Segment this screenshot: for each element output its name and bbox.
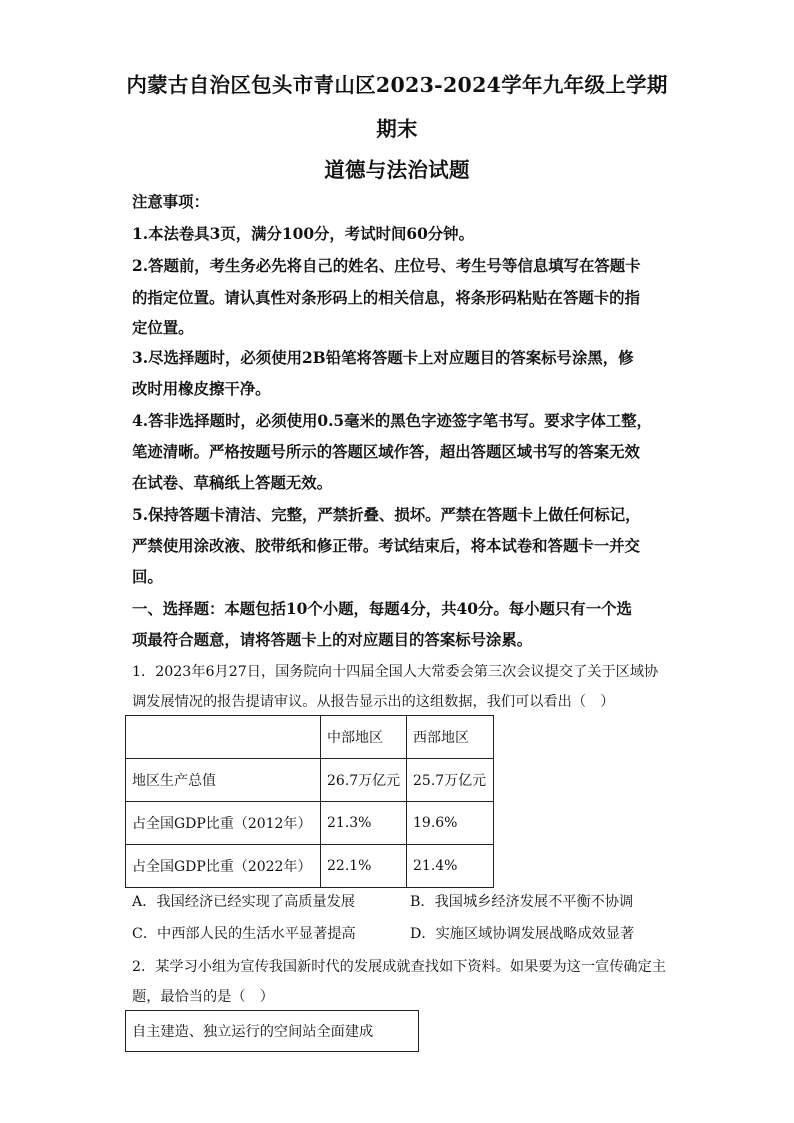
question-2-stem-line: 2．某学习小组为宣传我国新时代的发展成就查找如下资料。如果要为这一宣传确定主 (132, 959, 666, 975)
table-header-cell: 中部地区 (321, 716, 407, 759)
table-cell: 26.7万亿元 (321, 759, 407, 802)
question-2-stem-line: 题，最恰当的是（ ） (132, 989, 274, 1005)
notice-line: 改时用橡皮擦干净。 (132, 380, 271, 398)
notice-line: 在试卷、草稿纸上答题无效。 (132, 474, 333, 492)
exam-subject: 道德与法治试题 (324, 158, 470, 182)
question-1-option-d: D．实施区域协调发展战略成效显著 (410, 926, 635, 942)
question-1-stem-line: 1．2023年6月27日，国务院向十四届全国人大常委会第三次会议提交了关于区域协 (132, 664, 659, 680)
table-cell: 19.6% (407, 802, 494, 845)
table-header-cell (126, 716, 321, 759)
notice-line: 4.答非选择题时，必须使用0.5毫米的黑色字迹签字笔书写。要求字体工整， (132, 412, 652, 430)
notice-line: 5.保持答题卡清洁、完整，严禁折叠、损坏。严禁在答题卡上做任何标记， (132, 506, 641, 524)
exam-title-line2: 期末 (376, 117, 418, 141)
question-1-option-b: B．我国城乡经济发展不平衡不协调 (410, 894, 634, 910)
table-row (126, 845, 494, 888)
table-row (126, 802, 494, 845)
table-cell: 25.7万亿元 (407, 759, 494, 802)
notice-line: 严禁使用涂改液、胶带纸和修正带。考试结束后，将本试卷和答题卡一并交 (132, 537, 640, 555)
table-cell: 22.1% (321, 845, 407, 888)
notice-line: 笔迹清晰。严格按题号所示的答题区域作答，超出答题区域书写的答案无效 (132, 443, 640, 461)
section-heading-line: 项最符合题意，请将答题卡上的对应题目的答案标号涂累。 (132, 631, 533, 649)
notice-line: 回。 (132, 568, 163, 586)
notice-line: 3.尽选择题时，必须使用2B铅笔将答题卡上对应题目的答案标号涂黑，修 (132, 349, 634, 367)
question-1-option-c: C．中西部人民的生活水平显著提高 (132, 926, 356, 942)
question-1-stem-line: 调发展情况的报告提请审议。从报告显示出的这组数据，我们可以看出（ ） (132, 694, 615, 710)
table-row (126, 759, 494, 802)
notice-line: 2.答题前，考生务必先将自己的姓名、庄位号、考生号等信息填写在答题卡 (132, 257, 641, 275)
notice-heading: 注意事项： (132, 193, 209, 211)
table-header-row (126, 716, 494, 759)
notice-line: 定位置。 (132, 319, 194, 337)
exam-title-line1: 内蒙古自治区包头市青山区2023-2024学年九年级上学期 (126, 73, 668, 97)
question-1-table (125, 715, 494, 888)
table-cell: 占全国GDP比重（2022年） (126, 845, 321, 888)
table-cell: 占全国GDP比重（2012年） (126, 802, 321, 845)
question-2-material-box: 自主建造、独立运行的空间站全面建成 (125, 1010, 419, 1052)
question-1-option-a: A．我国经济已经实现了高质量发展 (132, 894, 356, 910)
table-cell: 地区生产总值 (126, 759, 321, 802)
table-cell: 21.4% (407, 845, 494, 888)
table-cell: 21.3% (321, 802, 407, 845)
table-header-cell: 西部地区 (407, 716, 494, 759)
section-heading-line: 一、选择题：本题包括10个小题，每题4分，共40分。每小题只有一个选 (132, 600, 632, 618)
notice-line: 的指定位置。请认真性对条形码上的相关信息，将条形码粘贴在答题卡的指 (132, 289, 640, 307)
notice-line: 1.本法卷具3页，满分100分，考试时间60分钟。 (132, 225, 474, 243)
